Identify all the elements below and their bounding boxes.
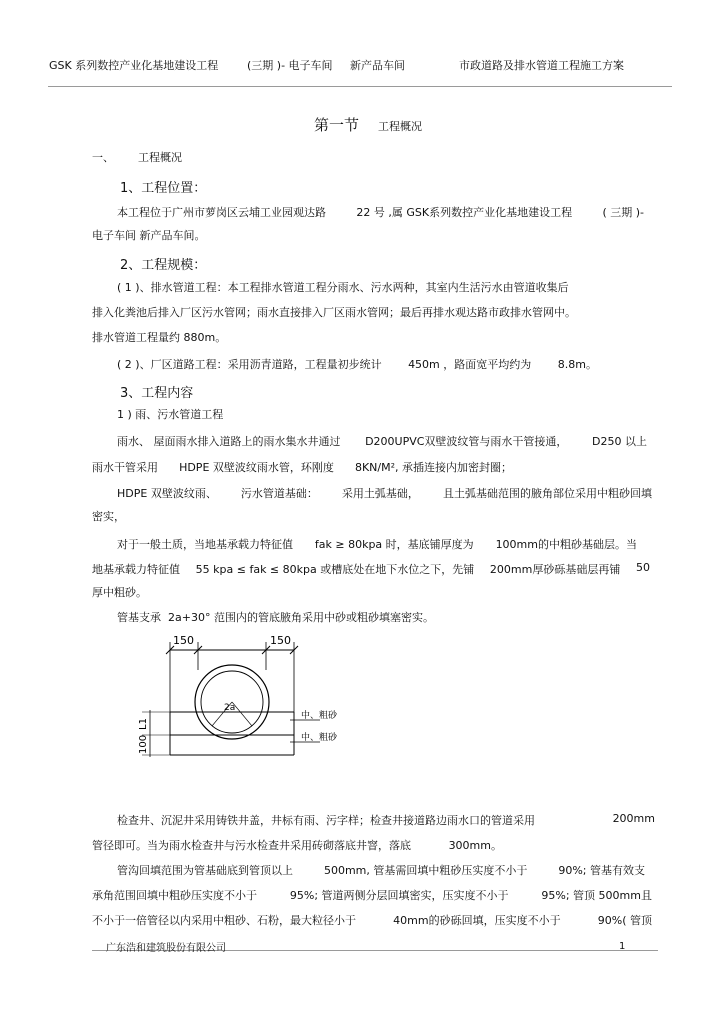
s3-l8-1: 2a+30° 范围内的管底腋角采用中砂或粗砂填塞密实。	[168, 611, 434, 624]
s4-l4-0: 承角范围回填中粗砂压实度不小于	[92, 889, 257, 902]
s2-l4-1: 450m ，路面宽平均约为	[408, 358, 532, 371]
s3-l6-2: 200mm厚砂砾基础层再铺	[489, 563, 621, 576]
s1-p1a-0: 本工程位于广州市萝岗区云埔工业园观达路	[117, 206, 326, 219]
dim-left-upper-label: L1	[138, 718, 149, 730]
s2-line4	[117, 356, 597, 372]
section-subtitle: 工程概况	[378, 120, 422, 133]
s3-l1-2: D250 以上	[592, 435, 647, 448]
s3-line7: 厚中粗砂。	[92, 586, 147, 599]
header-doc-type: 市政道路及排水管道工程施工方案	[459, 59, 624, 72]
s4-line4	[92, 887, 652, 903]
s3-line6	[92, 561, 650, 577]
s4-l3-1: 500mm, 管基需回填中粗砂压实度不小于	[323, 864, 528, 877]
s1-line2: 电子车间 新产品车间。	[92, 229, 206, 242]
s3-l2-0: 雨水干管采用	[92, 461, 158, 474]
s3-l5-1: fak ≥ 80kpa 时，基底铺厚度为	[314, 538, 474, 551]
s2-l4-0: ( 2 )、厂区道路工程：采用沥青道路，工程量初步统计	[117, 358, 382, 371]
label-upper: 中、粗砂	[301, 711, 338, 721]
header-phase: (三期 )- 电子车间	[247, 59, 333, 72]
s4-line1	[117, 812, 655, 828]
s2-heading: 2、工程规模：	[120, 258, 207, 273]
s3-l2-2: 8KN/M², 承插连接内加密封圈；	[354, 461, 512, 474]
s3-l6-0: 地基承载力特征值	[92, 563, 180, 576]
s1-line1	[117, 204, 644, 220]
angle-label: 2a	[224, 703, 236, 713]
header-divider	[48, 86, 672, 87]
s4-line5	[92, 912, 652, 928]
s3-l3-1: 污水管道基础：	[240, 487, 318, 500]
s3-l3-3: 且土弧基础范围的腋角部位采用中粗砂回填	[442, 487, 652, 500]
s3-line5	[117, 536, 637, 552]
s4-l5-2: 90%( 管顶	[597, 914, 652, 927]
s3-line8	[117, 611, 434, 625]
s4-line3	[117, 862, 645, 878]
s4-l3-0: 管沟回填范围为管基础底到管顶以上	[117, 864, 293, 877]
s3-l6-1: 55 kpa ≤ fak ≤ 80kpa 或槽底处在地下水位之下，先铺	[195, 563, 475, 576]
pipe-bedding-diagram	[120, 630, 360, 780]
footer-company: 广东浩和建筑股份有限公司	[106, 943, 226, 954]
s2-l4-2: 8.8m。	[557, 358, 597, 371]
dim-left-lower-label: 100	[138, 734, 149, 754]
s3-l3-2: 采用土弧基础，	[341, 487, 419, 500]
s3-l5-2: 100mm的中粗砂基础层。当	[495, 538, 637, 551]
section-title: 第一节	[314, 116, 360, 134]
s1-heading: 1、工程位置：	[120, 181, 207, 196]
s4-l5-0: 不小于一倍管径以内采用中粗砂、石粉，最大粒径小于	[92, 914, 356, 927]
outline-num: 一、	[92, 151, 114, 164]
s4-line2	[92, 837, 502, 853]
s2-line3: 排水管道工程量约 880m。	[92, 331, 227, 344]
s3-line1	[117, 433, 647, 449]
outline-label: 工程概况	[138, 151, 182, 164]
s3-l2-1: HDPE 双壁波纹雨水管，环刚度	[179, 461, 334, 474]
s3-l5-0: 对于一般土质，当地基承载力特征值	[117, 538, 293, 551]
dim-top-left-label: 150	[173, 634, 194, 647]
s4-l4-1: 95%; 管道两侧分层回填密实，压实度不小于	[289, 889, 509, 902]
s3-line3	[117, 485, 652, 501]
dim-top-right-label: 150	[270, 634, 291, 647]
s3-l3-0: HDPE 双壁波纹雨、	[117, 487, 217, 500]
s3-line4: 密实，	[92, 510, 125, 523]
header-workshop: 新产品车间	[350, 59, 405, 72]
s2-line2: 排入化粪池后排入厂区污水管网；雨水直接排入厂区雨水管网；最后再排水观达路市政排水管网中。	[92, 306, 576, 319]
s4-l2-1: 300mm。	[448, 839, 502, 852]
s4-l2-0: 管径即可。当为雨水检查井与污水检查井采用砖砌落底井窨，落底	[92, 839, 411, 852]
header-project: GSK 系列数控产业化基地建设工程	[49, 59, 219, 72]
s3-l8-0: 管基支承	[117, 611, 161, 624]
s3-sub: 1 ) 雨、污水管道工程	[117, 408, 224, 421]
s3-l1-0: 雨水、 屋面雨水排入道路上的雨水集水井通过	[117, 435, 341, 448]
s2-line1: ( 1 )、排水管道工程：本工程排水管道工程分雨水、污水两种，其室内生活污水由管道收集后	[117, 281, 569, 294]
footer-page-num: 1	[619, 941, 626, 952]
s1-p1a-2: ( 三期 )-	[602, 206, 644, 219]
s4-l1-1: 200mm	[612, 812, 655, 825]
s3-heading: 3、工程内容	[120, 386, 194, 401]
s4-l1-0: 检查井、沉泥井采用铸铁井盖，井标有雨、污字样；检查井接道路边雨水口的管道采用	[117, 814, 535, 827]
s3-l1-1: D200UPVC双壁波纹管与雨水干管接通，	[365, 435, 568, 448]
label-lower: 中、粗砂	[301, 733, 338, 743]
s3-line2	[92, 459, 512, 475]
s4-l4-2: 95%; 管顶 500mm且	[541, 889, 652, 902]
s4-l5-1: 40mm的砂砾回填，压实度不小于	[393, 914, 561, 927]
s3-l6-3: 50	[635, 561, 650, 574]
s1-p1a-1: 22 号 ,属 GSK系列数控产业化基地建设工程	[356, 206, 573, 219]
s4-l3-2: 90%; 管基有效支	[558, 864, 645, 877]
